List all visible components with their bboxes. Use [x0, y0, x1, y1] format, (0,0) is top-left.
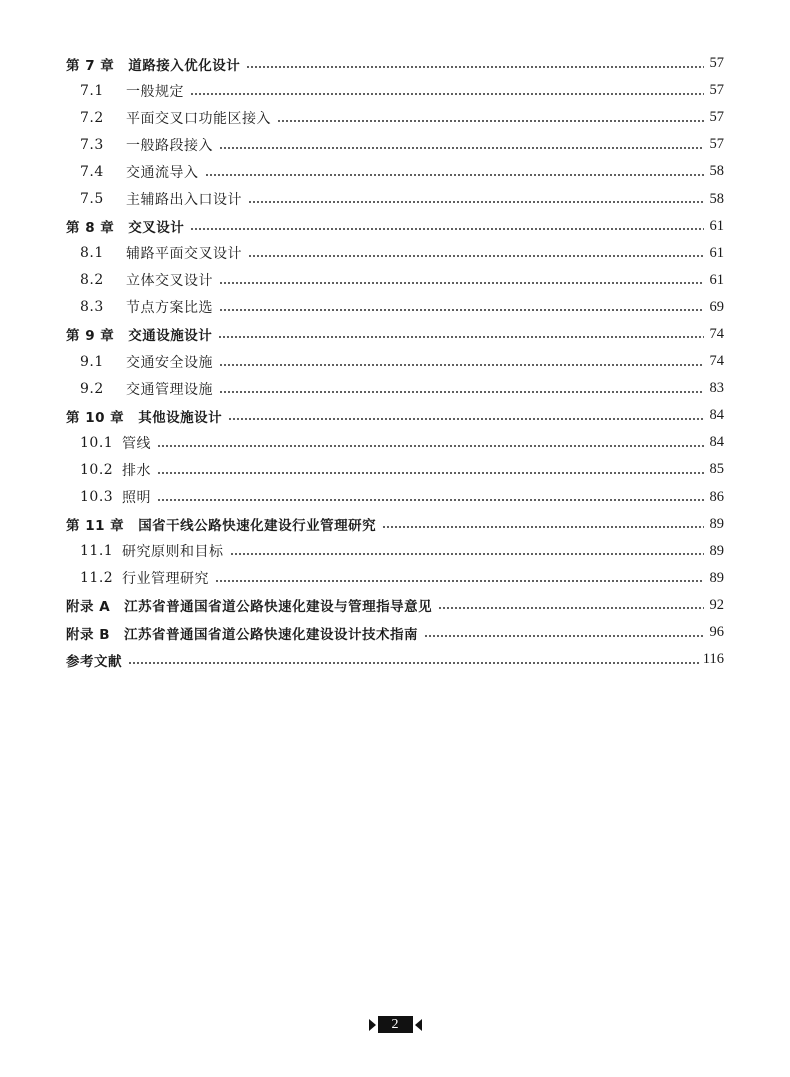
dot-leader [157, 472, 704, 474]
entry-page-number: 84 [709, 407, 724, 424]
toc-section-entry[interactable] [66, 484, 724, 511]
dot-leader [219, 364, 704, 366]
dot-leader [246, 66, 704, 68]
entry-page-number: 89 [709, 515, 724, 532]
dot-leader [248, 255, 704, 257]
entry-page-number: 84 [709, 434, 724, 451]
entry-page-number: 83 [709, 380, 724, 397]
dot-leader [219, 309, 704, 311]
entry-page-number: 57 [709, 109, 724, 126]
entry-title: 研究原则和目标 [122, 544, 224, 561]
entry-number: 10.2 [80, 461, 114, 478]
table-of-contents [66, 50, 724, 673]
entry-page-number: 89 [709, 569, 724, 586]
entry-title: 照明 [122, 490, 151, 507]
right-triangle-icon [369, 1019, 376, 1031]
dot-leader [248, 201, 704, 203]
entry-number: 10.3 [80, 489, 114, 506]
entry-page-number: 116 [702, 651, 724, 668]
toc-chapter-entry[interactable] [66, 402, 724, 429]
entry-number: 8.1 [80, 245, 104, 262]
dot-leader [228, 418, 704, 420]
entry-page-number: 57 [709, 82, 724, 99]
entry-page-number: 86 [709, 488, 724, 505]
toc-chapter-entry[interactable] [66, 619, 724, 646]
entry-title: 排水 [122, 462, 151, 479]
toc-section-entry[interactable] [66, 538, 724, 565]
entry-title: 其他设施设计 [138, 409, 223, 426]
toc-section-entry[interactable] [66, 375, 724, 402]
entry-title: 行业管理研究 [122, 571, 209, 588]
entry-title: 主辅路出入口设计 [126, 192, 242, 209]
entry-title: 国省干线公路快速化建设行业管理研究 [138, 518, 377, 535]
dot-leader [128, 662, 699, 664]
entry-page-number: 57 [709, 55, 724, 72]
entry-number: 附录 A [66, 599, 111, 616]
dot-leader [219, 391, 704, 393]
entry-page-number: 61 [709, 217, 724, 234]
toc-section-entry[interactable] [66, 240, 724, 267]
entry-number: 11.2 [80, 570, 114, 587]
dot-leader [215, 580, 704, 582]
entry-page-number: 58 [709, 190, 724, 207]
dot-leader [230, 553, 705, 555]
entry-title: 交通管理设施 [126, 381, 213, 398]
entry-number: 第 8 章 [66, 220, 115, 237]
dot-leader [190, 93, 704, 95]
toc-chapter-entry[interactable] [66, 213, 724, 240]
entry-title: 辅路平面交叉设计 [126, 246, 242, 263]
dot-leader [277, 120, 704, 122]
entry-page-number: 74 [709, 325, 724, 342]
entry-title: 交通流导入 [126, 164, 199, 181]
toc-section-entry[interactable] [66, 104, 724, 131]
dot-leader [438, 607, 704, 609]
toc-chapter-entry[interactable] [66, 592, 724, 619]
toc-section-entry[interactable] [66, 77, 724, 104]
toc-section-entry[interactable] [66, 185, 724, 212]
toc-chapter-entry[interactable] [66, 646, 724, 673]
entry-number: 7.4 [80, 163, 104, 180]
dot-leader [219, 147, 704, 149]
toc-chapter-entry[interactable] [66, 50, 724, 77]
entry-title: 交通安全设施 [126, 354, 213, 371]
left-triangle-icon [415, 1019, 422, 1031]
toc-section-entry[interactable] [66, 565, 724, 592]
toc-section-entry[interactable] [66, 348, 724, 375]
dot-leader [219, 282, 704, 284]
entry-page-number: 57 [709, 136, 724, 153]
entry-number: 8.3 [80, 299, 104, 316]
toc-chapter-entry[interactable] [66, 511, 724, 538]
entry-title: 参考文献 [66, 653, 122, 670]
entry-page-number: 74 [709, 353, 724, 370]
entry-page-number: 89 [709, 542, 724, 559]
entry-page-number: 61 [709, 271, 724, 288]
entry-title: 交通设施设计 [128, 328, 213, 345]
entry-number: 7.1 [80, 82, 104, 99]
entry-title: 江苏省普通国省道公路快速化建设设计技术指南 [124, 626, 418, 643]
entry-page-number: 96 [709, 624, 724, 641]
page-number: 2 [378, 1016, 413, 1033]
toc-section-entry[interactable] [66, 456, 724, 483]
entry-number: 第 11 章 [66, 518, 125, 535]
entry-number: 8.2 [80, 272, 104, 289]
dot-leader [382, 526, 704, 528]
entry-title: 江苏省普通国省道公路快速化建设与管理指导意见 [124, 599, 433, 616]
entry-title: 交叉设计 [128, 220, 185, 237]
entry-title: 一般路段接入 [126, 137, 213, 154]
entry-number: 第 7 章 [66, 57, 115, 74]
entry-title: 道路接入优化设计 [128, 57, 241, 74]
toc-chapter-entry[interactable] [66, 321, 724, 348]
entry-number: 7.2 [80, 109, 104, 126]
dot-leader [157, 445, 704, 447]
dot-leader [190, 228, 704, 230]
page-footer [0, 1016, 790, 1033]
entry-number: 第 10 章 [66, 409, 125, 426]
entry-number: 7.3 [80, 136, 104, 153]
entry-page-number: 85 [709, 461, 724, 478]
entry-page-number: 92 [709, 596, 724, 613]
toc-section-entry[interactable] [66, 429, 724, 456]
entry-title: 立体交叉设计 [126, 273, 213, 290]
entry-page-number: 58 [709, 163, 724, 180]
entry-title: 管线 [122, 435, 151, 452]
dot-leader [424, 635, 704, 637]
entry-number: 第 9 章 [66, 328, 115, 345]
entry-title: 节点方案比选 [126, 300, 213, 317]
entry-number: 9.1 [80, 353, 104, 370]
entry-number: 7.5 [80, 191, 104, 208]
dot-leader [218, 336, 704, 338]
dot-leader [157, 499, 704, 501]
toc-section-entry[interactable] [66, 158, 724, 185]
entry-page-number: 69 [709, 298, 724, 315]
entry-number: 11.1 [80, 543, 114, 560]
dot-leader [205, 174, 705, 176]
toc-section-entry[interactable] [66, 294, 724, 321]
entry-number: 9.2 [80, 380, 104, 397]
entry-title: 平面交叉口功能区接入 [126, 110, 271, 127]
toc-section-entry[interactable] [66, 131, 724, 158]
entry-number: 10.1 [80, 434, 114, 451]
entry-number: 附录 B [66, 626, 110, 643]
toc-section-entry[interactable] [66, 267, 724, 294]
entry-page-number: 61 [709, 244, 724, 261]
entry-title: 一般规定 [126, 83, 184, 100]
